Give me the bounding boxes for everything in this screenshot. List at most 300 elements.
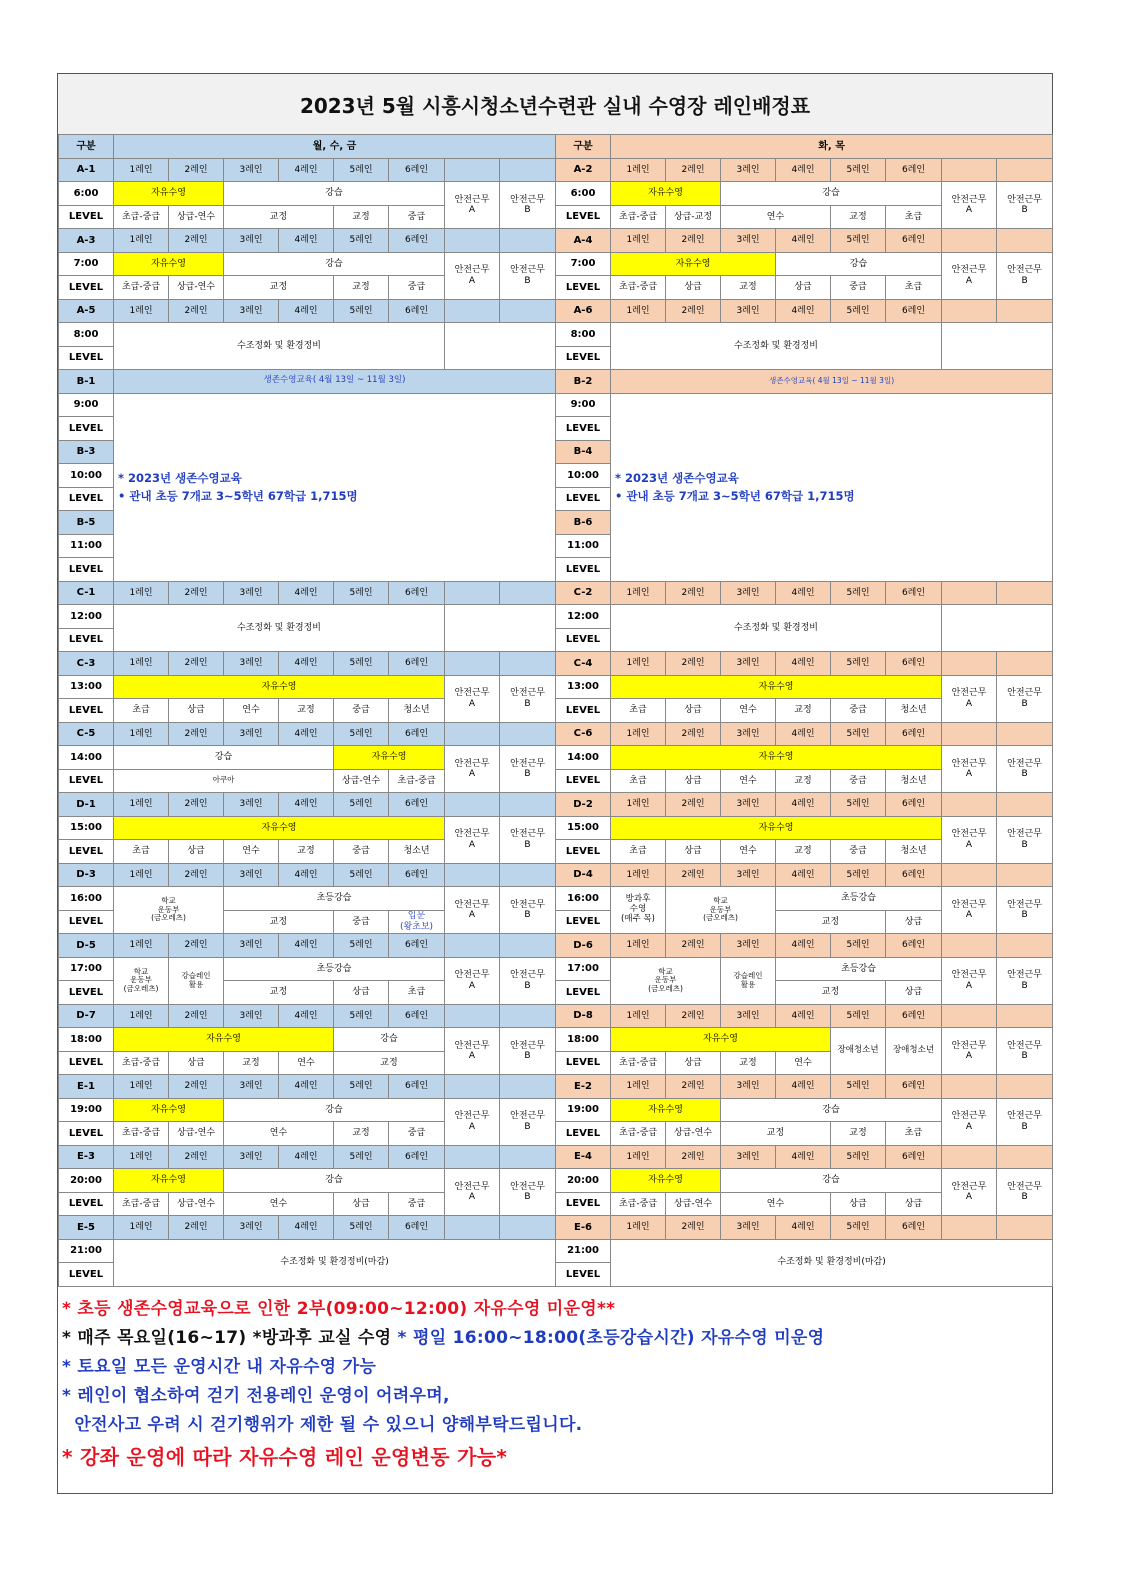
notice-thursday: * 매주 목요일(16~17) *방과후 교실 수영 [62, 1328, 392, 1348]
lane-6: 6레인 [886, 229, 942, 253]
lane-4: 4레인 [279, 1004, 334, 1028]
free-swim: 자유수영 [114, 1169, 224, 1193]
row-code: B-1 [59, 370, 114, 394]
lane-5: 5레인 [831, 299, 886, 323]
lane-4: 4레인 [776, 229, 831, 253]
level: 아쿠아 [114, 769, 334, 793]
lane-1: 1레인 [114, 299, 169, 323]
level-label: LEVEL [556, 417, 611, 441]
row-code: A-2 [556, 158, 611, 182]
level-label: LEVEL [59, 1122, 114, 1146]
free-swim: 자유수영 [114, 252, 224, 276]
row-code: D-2 [556, 793, 611, 817]
lane-4: 4레인 [279, 1216, 334, 1240]
level-label: LEVEL [59, 1051, 114, 1075]
lane-5: 5레인 [831, 1216, 886, 1240]
survival-note-line: • 관내 초등 7개교 3~5학년 67학급 1,715명 [615, 489, 855, 503]
time: 14:00 [59, 746, 114, 770]
safety-a: 안전근무 A [445, 675, 500, 722]
level-label: LEVEL [59, 205, 114, 229]
lane-3: 3레인 [224, 1075, 279, 1099]
time: 7:00 [556, 252, 611, 276]
lane-3: 3레인 [224, 722, 279, 746]
level: 교정 [224, 205, 334, 229]
blank-cell [997, 722, 1053, 746]
time: 14:00 [556, 746, 611, 770]
row-code: B-3 [59, 440, 114, 464]
time: 8:00 [59, 323, 114, 347]
lane-5: 5레인 [831, 863, 886, 887]
row-code: A-6 [556, 299, 611, 323]
lane-4: 4레인 [776, 1145, 831, 1169]
lane-3: 3레인 [721, 1075, 776, 1099]
level: 초급-중급 [611, 1122, 666, 1146]
level: 상급 [886, 910, 942, 934]
safety-a: 안전근무 A [942, 1169, 997, 1216]
lane-6: 6레인 [886, 581, 942, 605]
lane-5: 5레인 [831, 229, 886, 253]
blank-cell [997, 863, 1053, 887]
level: 초급-중급 [611, 276, 666, 300]
safety-a: 안전근무 A [942, 1028, 997, 1075]
level: 상급-연수 [334, 769, 389, 793]
safety-a: 안전근무 A [445, 746, 500, 793]
time: 10:00 [59, 464, 114, 488]
blank-cell [500, 1004, 556, 1028]
left-schedule [58, 134, 556, 1287]
lane-2: 2레인 [666, 1216, 721, 1240]
lane-5: 5레인 [334, 863, 389, 887]
level: 교정 [776, 699, 831, 723]
blank-cell [997, 934, 1053, 958]
lane-2: 2레인 [666, 1075, 721, 1099]
blank-cell [942, 299, 997, 323]
lane-6: 6레인 [886, 158, 942, 182]
level: 상급 [886, 981, 942, 1005]
disabled-youth: 장애청소년 [831, 1028, 886, 1075]
lane-5: 5레인 [831, 1145, 886, 1169]
level: 중급 [831, 699, 886, 723]
blank-cell [500, 581, 556, 605]
lane-3: 3레인 [721, 1145, 776, 1169]
level: 연수 [721, 699, 776, 723]
blank-cell [942, 863, 997, 887]
time: 15:00 [556, 816, 611, 840]
lane-2: 2레인 [169, 722, 224, 746]
blank-cell [500, 1216, 556, 1240]
level-label: LEVEL [59, 910, 114, 934]
lane-2: 2레인 [169, 158, 224, 182]
survival-edu-note [611, 393, 1053, 581]
blank-cell [997, 229, 1053, 253]
level-label: LEVEL [556, 1122, 611, 1146]
lane-5: 5레인 [334, 1216, 389, 1240]
level: 교정 [831, 205, 886, 229]
lane-6: 6레인 [389, 652, 445, 676]
safety-a: 안전근무 A [942, 182, 997, 229]
lane-2: 2레인 [169, 581, 224, 605]
blank-cell [445, 1004, 500, 1028]
lane-6: 6레인 [886, 1075, 942, 1099]
lane-1: 1레인 [114, 581, 169, 605]
safety-a: 안전근무 A [445, 1169, 500, 1216]
level: 교정 [334, 1051, 445, 1075]
level-label: LEVEL [59, 981, 114, 1005]
lane-6: 6레인 [389, 581, 445, 605]
level: 초급-중급 [389, 769, 445, 793]
level-label: LEVEL [556, 769, 611, 793]
free-swim: 자유수영 [114, 816, 445, 840]
lane-4: 4레인 [776, 1216, 831, 1240]
lane-6: 6레인 [389, 1004, 445, 1028]
level-label: LEVEL [59, 276, 114, 300]
lane-5: 5레인 [831, 1004, 886, 1028]
lane-5: 5레인 [831, 722, 886, 746]
blank-cell [942, 1145, 997, 1169]
row-code: D-8 [556, 1004, 611, 1028]
lane-3: 3레인 [721, 722, 776, 746]
lane-3: 3레인 [224, 299, 279, 323]
level: 초급-중급 [114, 276, 169, 300]
level-label: LEVEL [59, 558, 114, 582]
row-code: C-2 [556, 581, 611, 605]
lesson: 강습 [334, 1028, 445, 1052]
level-label: LEVEL [59, 487, 114, 511]
time: 21:00 [59, 1239, 114, 1263]
level: 교정 [224, 910, 334, 934]
lane-1: 1레인 [114, 863, 169, 887]
level: 교정 [721, 1051, 776, 1075]
safety-b: 안전근무 B [997, 1098, 1053, 1145]
row-code: C-6 [556, 722, 611, 746]
level: 중급 [334, 910, 389, 934]
blank-cell [445, 158, 500, 182]
days-label: 화, 목 [611, 135, 1053, 159]
level-label: LEVEL [59, 1263, 114, 1287]
lane-6: 6레인 [389, 1075, 445, 1099]
level: 연수 [721, 840, 776, 864]
lane-2: 2레인 [666, 722, 721, 746]
lane-2: 2레인 [666, 1004, 721, 1028]
lane-4: 4레인 [279, 229, 334, 253]
safety-b: 안전근무 B [997, 746, 1053, 793]
blank-cell [445, 323, 556, 370]
row-code: E-2 [556, 1075, 611, 1099]
level: 중급 [389, 276, 445, 300]
lane-3: 3레인 [721, 299, 776, 323]
lane-3: 3레인 [721, 1216, 776, 1240]
blank-cell [500, 652, 556, 676]
lane-2: 2레인 [666, 652, 721, 676]
level: 상급-교정 [666, 205, 721, 229]
lane-1: 1레인 [611, 299, 666, 323]
survival-note-line: * 2023년 생존수영교육 [118, 470, 242, 485]
blank-cell [942, 605, 1053, 652]
lane-1: 1레인 [114, 1004, 169, 1028]
lane-1: 1레인 [114, 652, 169, 676]
right-schedule [555, 134, 1053, 1287]
free-swim: 자유수영 [611, 252, 776, 276]
row-code: B-4 [556, 440, 611, 464]
time: 13:00 [59, 675, 114, 699]
level: 연수 [721, 1192, 831, 1216]
free-swim: 자유수영 [611, 1169, 721, 1193]
lane-3: 3레인 [224, 934, 279, 958]
survival-note-line: * 2023년 생존수영교육 [615, 470, 739, 485]
maintenance: 수조정화 및 환경정비 [114, 605, 445, 652]
level: 초급-중급 [611, 1051, 666, 1075]
time: 11:00 [59, 534, 114, 558]
level-label: LEVEL [556, 628, 611, 652]
level: 상급-연수 [169, 205, 224, 229]
lane-5: 5레인 [831, 793, 886, 817]
lane-3: 3레인 [224, 229, 279, 253]
level: 연수 [279, 1051, 334, 1075]
time: 6:00 [556, 182, 611, 206]
level-label: LEVEL [556, 699, 611, 723]
page-title: 2023년 5월 시흥시청소년수련관 실내 수영장 레인배정표 [58, 74, 1052, 135]
lane-5: 5레인 [831, 581, 886, 605]
level: 교정 [334, 1122, 389, 1146]
lesson: 강습 [224, 1098, 445, 1122]
level: 교정 [776, 840, 831, 864]
lesson: 강습 [224, 1169, 445, 1193]
level: 상급 [334, 1192, 389, 1216]
level: 상급 [776, 276, 831, 300]
level: 교정 [831, 1122, 886, 1146]
schedule-table-mwf [58, 134, 556, 1287]
row-code: B-2 [556, 370, 611, 394]
time: 10:00 [556, 464, 611, 488]
free-swim: 자유수영 [611, 746, 942, 770]
safety-b: 안전근무 B [997, 1169, 1053, 1216]
lane-4: 4레인 [279, 934, 334, 958]
time: 19:00 [556, 1098, 611, 1122]
blank-cell [445, 581, 500, 605]
free-swim: 자유수영 [611, 1098, 721, 1122]
blank-cell [445, 229, 500, 253]
lane-2: 2레인 [169, 299, 224, 323]
row-code: D-1 [59, 793, 114, 817]
safety-a: 안전근무 A [942, 252, 997, 299]
blank-cell [445, 934, 500, 958]
lane-1: 1레인 [611, 863, 666, 887]
row-code: D-3 [59, 863, 114, 887]
lane-6: 6레인 [886, 1145, 942, 1169]
free-swim: 자유수영 [611, 675, 942, 699]
level: 초급 [611, 699, 666, 723]
lane-6: 6레인 [389, 934, 445, 958]
level: 교정 [721, 1122, 831, 1146]
blank-cell [942, 158, 997, 182]
blank-cell [997, 581, 1053, 605]
blank-cell [500, 863, 556, 887]
lane-2: 2레인 [169, 1216, 224, 1240]
level: 초급 [611, 840, 666, 864]
safety-a: 안전근무 A [445, 1098, 500, 1145]
blank-cell [997, 158, 1053, 182]
safety-a: 안전근무 A [942, 887, 997, 934]
notice-lane-change: * 강좌 운영에 따라 자유수영 레인 운영변동 가능* [62, 1445, 508, 1469]
blank-cell [445, 1145, 500, 1169]
blank-cell [942, 1075, 997, 1099]
lane-1: 1레인 [611, 581, 666, 605]
safety-b: 안전근무 B [500, 816, 556, 863]
lesson: 강습 [224, 182, 445, 206]
safety-b: 안전근무 B [997, 887, 1053, 934]
level: 초급 [886, 205, 942, 229]
lane-6: 6레인 [886, 652, 942, 676]
lane-2: 2레인 [169, 793, 224, 817]
time: 16:00 [59, 887, 114, 911]
free-swim: 자유수영 [334, 746, 445, 770]
lane-3: 3레인 [224, 581, 279, 605]
level: 연수 [224, 840, 279, 864]
blank-cell [942, 323, 1053, 370]
row-code: E-3 [59, 1145, 114, 1169]
level: 초급-중급 [114, 1122, 169, 1146]
safety-b: 안전근무 B [500, 887, 556, 934]
level: 상급 [169, 699, 224, 723]
lane-5: 5레인 [334, 934, 389, 958]
lane-5: 5레인 [334, 793, 389, 817]
lane-1: 1레인 [611, 158, 666, 182]
lane-3: 3레인 [224, 1145, 279, 1169]
level: 중급 [831, 840, 886, 864]
lane-2: 2레인 [666, 229, 721, 253]
lane-6: 6레인 [389, 299, 445, 323]
level: 연수 [776, 1051, 831, 1075]
lane-5: 5레인 [334, 299, 389, 323]
level: 초급-중급 [611, 205, 666, 229]
level: 입문 (왕초보) [389, 910, 445, 934]
division-label: 구분 [556, 135, 611, 159]
row-code: C-1 [59, 581, 114, 605]
level: 청소년 [389, 699, 445, 723]
lane-6: 6레인 [389, 1145, 445, 1169]
level: 초급 [389, 981, 445, 1005]
lane-3: 3레인 [224, 158, 279, 182]
blank-cell [942, 652, 997, 676]
safety-b: 안전근무 B [500, 1028, 556, 1075]
elementary-lesson: 초등강습 [224, 957, 445, 981]
lane-6: 6레인 [886, 1216, 942, 1240]
lane-1: 1레인 [114, 722, 169, 746]
lane-use: 강습레인 활용 [721, 957, 776, 1004]
maintenance: 수조정화 및 환경정비 [114, 323, 445, 370]
row-code: B-6 [556, 511, 611, 535]
level-label: LEVEL [59, 769, 114, 793]
level: 청소년 [886, 840, 942, 864]
lane-2: 2레인 [169, 1004, 224, 1028]
level: 청소년 [886, 699, 942, 723]
blank-cell [997, 793, 1053, 817]
level: 연수 [721, 205, 831, 229]
row-code: D-6 [556, 934, 611, 958]
level-label: LEVEL [556, 205, 611, 229]
lesson: 강습 [721, 182, 942, 206]
blank-cell [445, 793, 500, 817]
lane-4: 4레인 [776, 158, 831, 182]
lane-2: 2레인 [666, 863, 721, 887]
lane-4: 4레인 [279, 1075, 334, 1099]
safety-a: 안전근무 A [445, 887, 500, 934]
free-swim: 자유수영 [114, 675, 445, 699]
level-label: LEVEL [59, 699, 114, 723]
time: 18:00 [556, 1028, 611, 1052]
time: 11:00 [556, 534, 611, 558]
level-label: LEVEL [59, 628, 114, 652]
level: 중급 [334, 699, 389, 723]
lane-1: 1레인 [114, 229, 169, 253]
level: 교정 [721, 276, 776, 300]
level: 상급 [831, 1192, 886, 1216]
lane-1: 1레인 [611, 1075, 666, 1099]
lane-4: 4레인 [279, 299, 334, 323]
safety-a: 안전근무 A [445, 816, 500, 863]
row-code: E-5 [59, 1216, 114, 1240]
time: 13:00 [556, 675, 611, 699]
free-swim: 자유수영 [611, 182, 721, 206]
lane-1: 1레인 [611, 934, 666, 958]
blank-cell [997, 1075, 1053, 1099]
lane-6: 6레인 [886, 1004, 942, 1028]
blank-cell [942, 722, 997, 746]
safety-b: 안전근무 B [500, 675, 556, 722]
level-label: LEVEL [59, 1192, 114, 1216]
lane-6: 6레인 [389, 863, 445, 887]
lane-6: 6레인 [886, 934, 942, 958]
safety-a: 안전근무 A [445, 182, 500, 229]
time: 12:00 [59, 605, 114, 629]
blank-cell [997, 1004, 1053, 1028]
time: 8:00 [556, 323, 611, 347]
elementary-lesson: 초등강습 [776, 957, 942, 981]
lane-3: 3레인 [224, 793, 279, 817]
level: 중급 [389, 1192, 445, 1216]
safety-b: 안전근무 B [500, 252, 556, 299]
level: 교정 [224, 276, 334, 300]
lane-5: 5레인 [334, 158, 389, 182]
level: 교정 [776, 910, 886, 934]
lane-5: 5레인 [334, 229, 389, 253]
maintenance: 수조정화 및 환경정비 [611, 605, 942, 652]
level: 초급 [114, 699, 169, 723]
safety-b: 안전근무 B [500, 1169, 556, 1216]
lane-6: 6레인 [389, 793, 445, 817]
level: 초급-중급 [114, 1192, 169, 1216]
lane-4: 4레인 [776, 652, 831, 676]
level: 초급-중급 [611, 1192, 666, 1216]
level-label: LEVEL [556, 840, 611, 864]
level-label: LEVEL [556, 981, 611, 1005]
level: 중급 [334, 840, 389, 864]
level: 상급 [666, 1051, 721, 1075]
level: 초급-중급 [114, 205, 169, 229]
blank-cell [942, 1004, 997, 1028]
level: 청소년 [886, 769, 942, 793]
time: 12:00 [556, 605, 611, 629]
lesson: 강습 [721, 1169, 942, 1193]
level: 교정 [334, 205, 389, 229]
lane-2: 2레인 [169, 229, 224, 253]
row-code: D-4 [556, 863, 611, 887]
schedule-sheet [57, 73, 1053, 1494]
lane-3: 3레인 [721, 934, 776, 958]
lane-4: 4레인 [279, 158, 334, 182]
lane-4: 4레인 [279, 652, 334, 676]
lane-6: 6레인 [886, 863, 942, 887]
